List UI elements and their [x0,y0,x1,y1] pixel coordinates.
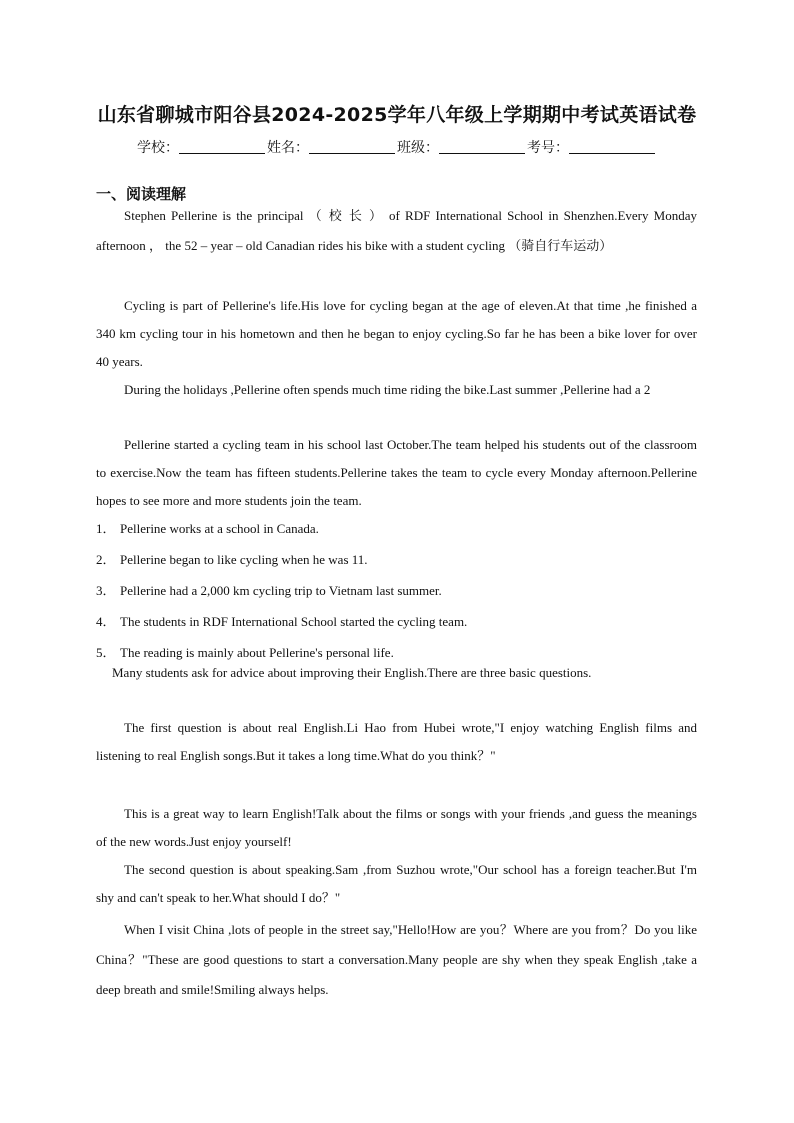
name-blank[interactable] [309,139,395,154]
question-number: 2． [96,552,116,567]
name-label: 姓名： [267,140,309,156]
passage2-paragraph: The second question is about speaking.Sam ,from Suzhou wrote,"Our school has a foreign teacher.But I'm shy and can't speak to her.What should I do？" [96,862,697,905]
question-item [96,519,697,539]
class-blank[interactable] [439,139,525,154]
question-text: Pellerine had a 2,000 km cycling trip to Vietnam last summer. [120,583,442,598]
question-item [96,612,697,632]
student-info-line [0,137,794,157]
number-label: 考号： [527,140,569,156]
passage1-paragraph: During the holidays ,Pellerine often spends much time riding the bike.Last summer ,Pellerine had a 2 [124,382,651,397]
question-text: The reading is mainly about Pellerine's personal life. [120,645,394,660]
number-blank[interactable] [569,139,655,154]
question-number: 5． [96,645,116,660]
question-number: 4． [96,614,116,629]
passage2-paragraph: Many students ask for advice about improving their English.There are three basic questions. [112,665,592,680]
passage1-paragraph: Cycling is part of Pellerine's life.His love for cycling began at the age of eleven.At that time ,he finished a 340 km cycling tour in his hometown and then he began to enjoy cycling.So far he has been a bike lover for over 40 years. [96,298,697,369]
passage2-paragraph: The first question is about real English.Li Hao from Hubei wrote,"I enjoy watching English films and listening to real English songs.But it takes a long time.What do you think？" [96,720,697,763]
passage1-paragraph: Pellerine started a cycling team in his school last October.The team helped his students out of the classroom to exercise.Now the team has fifteen students.Pellerine takes the team to cycle every Monday afternoon.Pellerine hopes to see more and more students join the team. [96,437,697,508]
question-number: 3． [96,583,116,598]
passage1-paragraph: Stephen Pellerine is the principal （ 校 长 ） of RDF International School in Shenzhen.Every Monday afternoon ， the 52 – year – old Canadian rides his bike with a student cycling （骑自行车运动） [96,208,697,253]
question-text: The students in RDF International School started the cycling team. [120,614,468,629]
question-item [96,550,697,570]
section-heading: 一、阅读理解 [96,185,187,203]
page-title: 山东省聊城市阳谷县2024-2025学年八年级上学期期中考试英语试卷 [97,104,697,126]
question-text: Pellerine began to like cycling when he was 11. [120,552,368,567]
question-text: Pellerine works at a school in Canada. [120,521,319,536]
passage2-paragraph: This is a great way to learn English!Talk about the films or songs with your friends ,and guess the meanings of the new words.Just enjoy yourself! [96,806,697,849]
class-label: 班级： [397,140,439,156]
school-label: 学校： [137,140,179,156]
question-item [96,581,697,601]
passage2-paragraph: When I visit China ,lots of people in the street say,"Hello!How are you？Where are you from？Do you like China？"These are good questions to start a conversation.Many people are shy when they speak English ,take a deep breath and smile!Smiling always helps. [96,922,697,997]
school-blank[interactable] [179,139,265,154]
question-number: 1． [96,521,116,536]
